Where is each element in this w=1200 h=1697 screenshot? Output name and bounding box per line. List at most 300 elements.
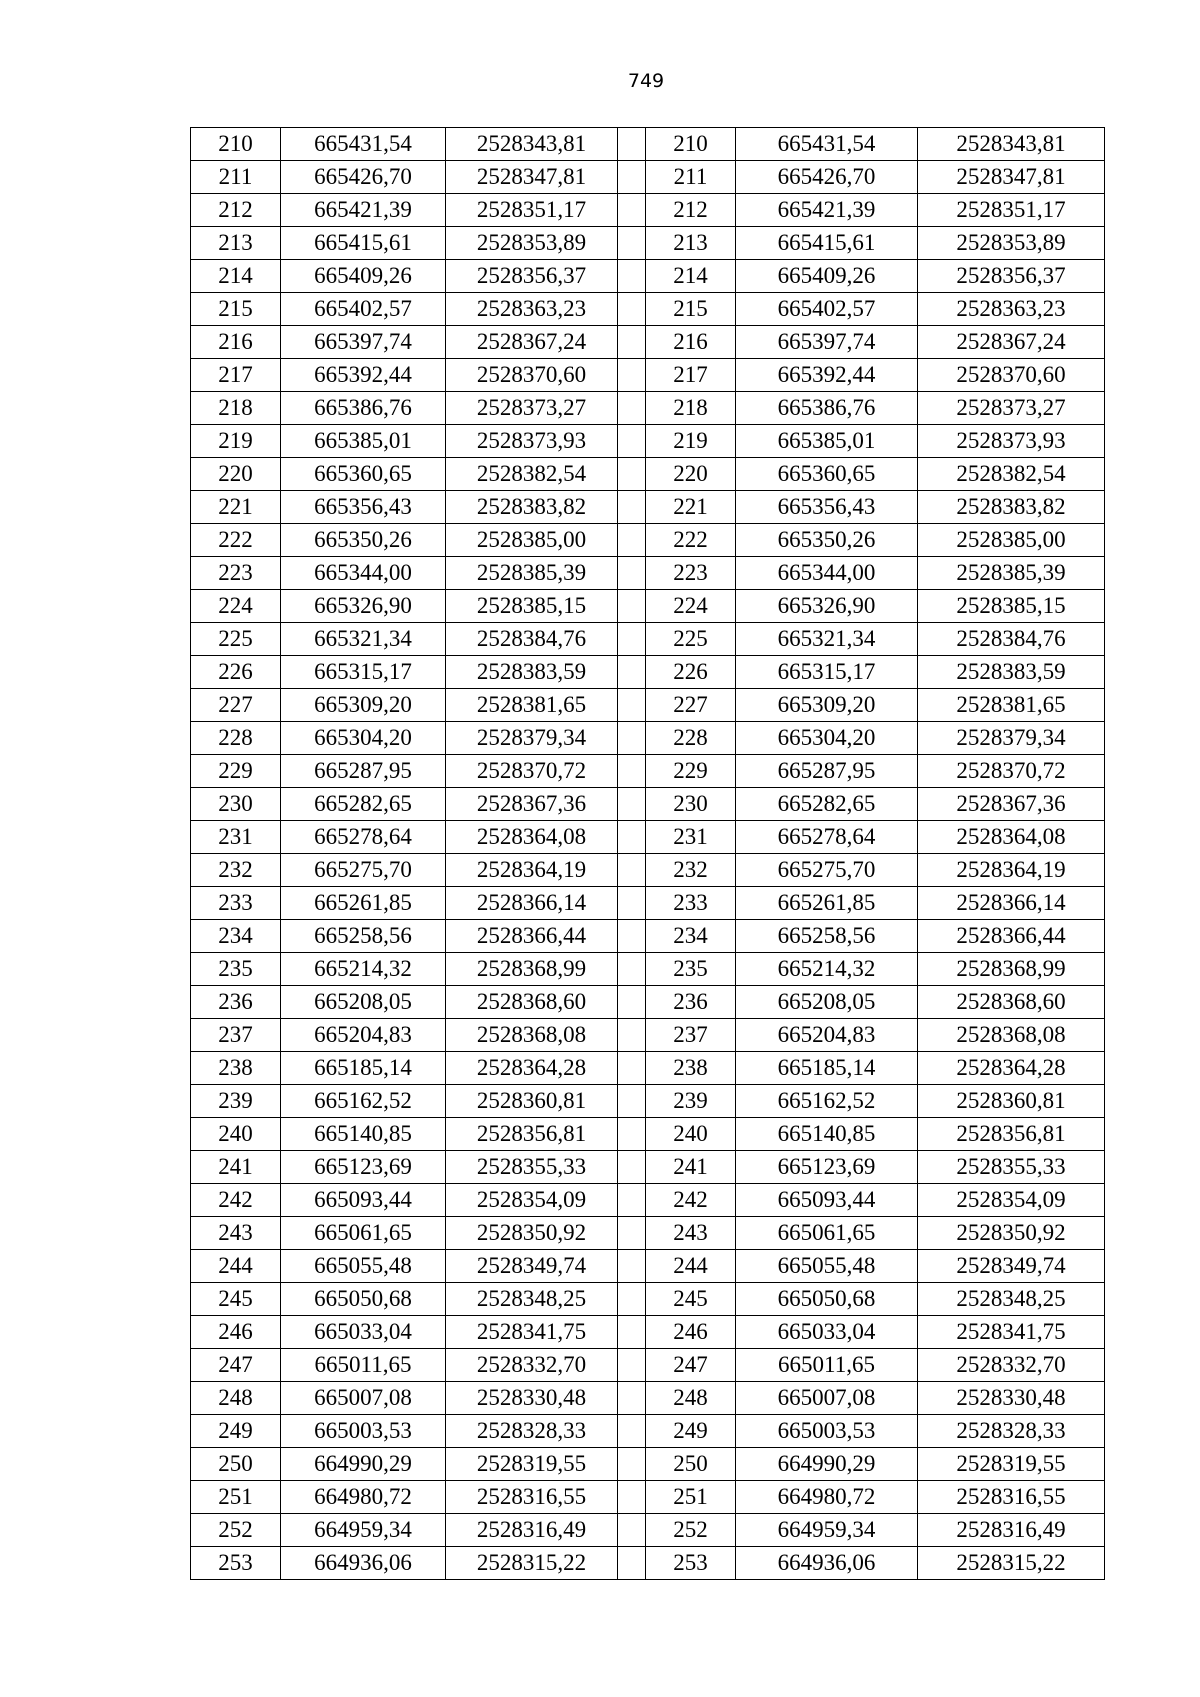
x-coordinate-left: 665261,85	[281, 887, 446, 920]
empty-separator-cell	[618, 1415, 646, 1448]
empty-separator-cell	[618, 1184, 646, 1217]
y-coordinate-left: 2528315,22	[446, 1547, 618, 1580]
x-coordinate-right: 665287,95	[736, 755, 918, 788]
x-coordinate-right: 664959,34	[736, 1514, 918, 1547]
x-coordinate-right: 665326,90	[736, 590, 918, 623]
x-coordinate-right: 665360,65	[736, 458, 918, 491]
x-coordinate-left: 665140,85	[281, 1118, 446, 1151]
point-number-right: 236	[646, 986, 736, 1019]
empty-separator-cell	[618, 1514, 646, 1547]
point-number-left: 233	[191, 887, 281, 920]
point-number-right: 233	[646, 887, 736, 920]
y-coordinate-left: 2528385,15	[446, 590, 618, 623]
y-coordinate-right: 2528319,55	[918, 1448, 1105, 1481]
empty-separator-cell	[618, 227, 646, 260]
x-coordinate-left: 665214,32	[281, 953, 446, 986]
y-coordinate-left: 2528351,17	[446, 194, 618, 227]
y-coordinate-left: 2528364,19	[446, 854, 618, 887]
x-coordinate-left: 665402,57	[281, 293, 446, 326]
table-row	[191, 260, 1105, 293]
point-number-left: 234	[191, 920, 281, 953]
point-number-left: 237	[191, 1019, 281, 1052]
point-number-left: 251	[191, 1481, 281, 1514]
point-number-right: 239	[646, 1085, 736, 1118]
y-coordinate-right: 2528353,89	[918, 227, 1105, 260]
point-number-left: 248	[191, 1382, 281, 1415]
y-coordinate-left: 2528381,65	[446, 689, 618, 722]
y-coordinate-right: 2528341,75	[918, 1316, 1105, 1349]
x-coordinate-left: 664936,06	[281, 1547, 446, 1580]
point-number-right: 250	[646, 1448, 736, 1481]
y-coordinate-left: 2528383,59	[446, 656, 618, 689]
point-number-right: 246	[646, 1316, 736, 1349]
y-coordinate-left: 2528348,25	[446, 1283, 618, 1316]
table-row	[191, 854, 1105, 887]
x-coordinate-left: 665360,65	[281, 458, 446, 491]
y-coordinate-right: 2528315,22	[918, 1547, 1105, 1580]
empty-separator-cell	[618, 326, 646, 359]
empty-separator-cell	[618, 590, 646, 623]
point-number-left: 222	[191, 524, 281, 557]
point-number-left: 235	[191, 953, 281, 986]
x-coordinate-right: 665426,70	[736, 161, 918, 194]
empty-separator-cell	[618, 557, 646, 590]
point-number-right: 251	[646, 1481, 736, 1514]
x-coordinate-left: 665123,69	[281, 1151, 446, 1184]
x-coordinate-left: 665258,56	[281, 920, 446, 953]
point-number-right: 253	[646, 1547, 736, 1580]
x-coordinate-left: 665287,95	[281, 755, 446, 788]
point-number-left: 242	[191, 1184, 281, 1217]
point-number-right: 210	[646, 128, 736, 161]
y-coordinate-right: 2528370,72	[918, 755, 1105, 788]
point-number-left: 225	[191, 623, 281, 656]
table-row	[191, 1382, 1105, 1415]
table-row	[191, 227, 1105, 260]
empty-separator-cell	[618, 194, 646, 227]
empty-separator-cell	[618, 1547, 646, 1580]
y-coordinate-right: 2528381,65	[918, 689, 1105, 722]
table-row	[191, 1184, 1105, 1217]
x-coordinate-right: 665350,26	[736, 524, 918, 557]
point-number-right: 229	[646, 755, 736, 788]
point-number-right: 231	[646, 821, 736, 854]
point-number-left: 218	[191, 392, 281, 425]
point-number-left: 232	[191, 854, 281, 887]
x-coordinate-left: 665326,90	[281, 590, 446, 623]
point-number-right: 222	[646, 524, 736, 557]
y-coordinate-right: 2528368,60	[918, 986, 1105, 1019]
point-number-left: 252	[191, 1514, 281, 1547]
y-coordinate-left: 2528363,23	[446, 293, 618, 326]
x-coordinate-right: 665214,32	[736, 953, 918, 986]
x-coordinate-right: 665421,39	[736, 194, 918, 227]
y-coordinate-left: 2528354,09	[446, 1184, 618, 1217]
table-row	[191, 1448, 1105, 1481]
x-coordinate-left: 665426,70	[281, 161, 446, 194]
y-coordinate-right: 2528330,48	[918, 1382, 1105, 1415]
empty-separator-cell	[618, 1283, 646, 1316]
y-coordinate-left: 2528383,82	[446, 491, 618, 524]
point-number-right: 232	[646, 854, 736, 887]
x-coordinate-left: 665415,61	[281, 227, 446, 260]
point-number-right: 234	[646, 920, 736, 953]
y-coordinate-right: 2528355,33	[918, 1151, 1105, 1184]
empty-separator-cell	[618, 1481, 646, 1514]
x-coordinate-right: 665275,70	[736, 854, 918, 887]
y-coordinate-right: 2528373,93	[918, 425, 1105, 458]
y-coordinate-left: 2528355,33	[446, 1151, 618, 1184]
x-coordinate-right: 665033,04	[736, 1316, 918, 1349]
y-coordinate-right: 2528364,28	[918, 1052, 1105, 1085]
table-row	[191, 722, 1105, 755]
y-coordinate-left: 2528385,39	[446, 557, 618, 590]
empty-separator-cell	[618, 1316, 646, 1349]
x-coordinate-right: 665011,65	[736, 1349, 918, 1382]
point-number-left: 224	[191, 590, 281, 623]
table-row	[191, 788, 1105, 821]
table-row	[191, 1118, 1105, 1151]
x-coordinate-right: 665392,44	[736, 359, 918, 392]
y-coordinate-right: 2528382,54	[918, 458, 1105, 491]
x-coordinate-right: 664936,06	[736, 1547, 918, 1580]
x-coordinate-left: 665321,34	[281, 623, 446, 656]
point-number-left: 238	[191, 1052, 281, 1085]
empty-separator-cell	[618, 623, 646, 656]
y-coordinate-left: 2528330,48	[446, 1382, 618, 1415]
x-coordinate-left: 665392,44	[281, 359, 446, 392]
table-row	[191, 623, 1105, 656]
x-coordinate-left: 665162,52	[281, 1085, 446, 1118]
y-coordinate-right: 2528368,08	[918, 1019, 1105, 1052]
x-coordinate-left: 665204,83	[281, 1019, 446, 1052]
y-coordinate-right: 2528384,76	[918, 623, 1105, 656]
x-coordinate-left: 665431,54	[281, 128, 446, 161]
x-coordinate-right: 665409,26	[736, 260, 918, 293]
x-coordinate-left: 664990,29	[281, 1448, 446, 1481]
x-coordinate-left: 665409,26	[281, 260, 446, 293]
x-coordinate-right: 665282,65	[736, 788, 918, 821]
y-coordinate-left: 2528356,81	[446, 1118, 618, 1151]
empty-separator-cell	[618, 359, 646, 392]
table-row	[191, 920, 1105, 953]
y-coordinate-right: 2528373,27	[918, 392, 1105, 425]
y-coordinate-right: 2528350,92	[918, 1217, 1105, 1250]
y-coordinate-right: 2528385,39	[918, 557, 1105, 590]
empty-separator-cell	[618, 722, 646, 755]
point-number-right: 218	[646, 392, 736, 425]
x-coordinate-right: 665055,48	[736, 1250, 918, 1283]
y-coordinate-right: 2528332,70	[918, 1349, 1105, 1382]
table-row	[191, 161, 1105, 194]
empty-separator-cell	[618, 1448, 646, 1481]
empty-separator-cell	[618, 821, 646, 854]
y-coordinate-right: 2528356,81	[918, 1118, 1105, 1151]
point-number-right: 216	[646, 326, 736, 359]
table-row	[191, 1283, 1105, 1316]
x-coordinate-left: 665278,64	[281, 821, 446, 854]
y-coordinate-left: 2528367,36	[446, 788, 618, 821]
x-coordinate-left: 665055,48	[281, 1250, 446, 1283]
y-coordinate-left: 2528379,34	[446, 722, 618, 755]
y-coordinate-left: 2528343,81	[446, 128, 618, 161]
point-number-right: 243	[646, 1217, 736, 1250]
point-number-left: 239	[191, 1085, 281, 1118]
table-row	[191, 392, 1105, 425]
point-number-right: 244	[646, 1250, 736, 1283]
x-coordinate-left: 665315,17	[281, 656, 446, 689]
table-row	[191, 1217, 1105, 1250]
point-number-left: 223	[191, 557, 281, 590]
x-coordinate-right: 665123,69	[736, 1151, 918, 1184]
y-coordinate-left: 2528319,55	[446, 1448, 618, 1481]
point-number-right: 214	[646, 260, 736, 293]
point-number-right: 223	[646, 557, 736, 590]
x-coordinate-right: 665261,85	[736, 887, 918, 920]
x-coordinate-right: 665315,17	[736, 656, 918, 689]
point-number-left: 215	[191, 293, 281, 326]
y-coordinate-left: 2528332,70	[446, 1349, 618, 1382]
point-number-right: 241	[646, 1151, 736, 1184]
x-coordinate-right: 665385,01	[736, 425, 918, 458]
point-number-left: 212	[191, 194, 281, 227]
y-coordinate-left: 2528382,54	[446, 458, 618, 491]
point-number-right: 228	[646, 722, 736, 755]
empty-separator-cell	[618, 788, 646, 821]
table-row	[191, 1151, 1105, 1184]
y-coordinate-left: 2528356,37	[446, 260, 618, 293]
point-number-left: 253	[191, 1547, 281, 1580]
x-coordinate-left: 665185,14	[281, 1052, 446, 1085]
point-number-right: 240	[646, 1118, 736, 1151]
empty-separator-cell	[618, 953, 646, 986]
x-coordinate-left: 665344,00	[281, 557, 446, 590]
empty-separator-cell	[618, 425, 646, 458]
point-number-right: 249	[646, 1415, 736, 1448]
point-number-left: 216	[191, 326, 281, 359]
table-row	[191, 1316, 1105, 1349]
point-number-right: 242	[646, 1184, 736, 1217]
x-coordinate-right: 665185,14	[736, 1052, 918, 1085]
x-coordinate-left: 665386,76	[281, 392, 446, 425]
point-number-right: 252	[646, 1514, 736, 1547]
table-row	[191, 557, 1105, 590]
y-coordinate-right: 2528354,09	[918, 1184, 1105, 1217]
x-coordinate-left: 665208,05	[281, 986, 446, 1019]
x-coordinate-right: 665386,76	[736, 392, 918, 425]
point-number-left: 247	[191, 1349, 281, 1382]
y-coordinate-left: 2528370,60	[446, 359, 618, 392]
point-number-left: 246	[191, 1316, 281, 1349]
y-coordinate-right: 2528343,81	[918, 128, 1105, 161]
y-coordinate-right: 2528366,14	[918, 887, 1105, 920]
empty-separator-cell	[618, 392, 646, 425]
table-row	[191, 821, 1105, 854]
table-row	[191, 359, 1105, 392]
x-coordinate-left: 665007,08	[281, 1382, 446, 1415]
x-coordinate-left: 665350,26	[281, 524, 446, 557]
table-row	[191, 1415, 1105, 1448]
point-number-left: 221	[191, 491, 281, 524]
x-coordinate-left: 665309,20	[281, 689, 446, 722]
empty-separator-cell	[618, 524, 646, 557]
empty-separator-cell	[618, 1085, 646, 1118]
point-number-left: 211	[191, 161, 281, 194]
empty-separator-cell	[618, 128, 646, 161]
y-coordinate-right: 2528385,00	[918, 524, 1105, 557]
y-coordinate-right: 2528347,81	[918, 161, 1105, 194]
point-number-left: 231	[191, 821, 281, 854]
x-coordinate-left: 665033,04	[281, 1316, 446, 1349]
y-coordinate-right: 2528316,55	[918, 1481, 1105, 1514]
table-row	[191, 656, 1105, 689]
y-coordinate-right: 2528360,81	[918, 1085, 1105, 1118]
y-coordinate-left: 2528384,76	[446, 623, 618, 656]
x-coordinate-right: 665356,43	[736, 491, 918, 524]
y-coordinate-left: 2528364,28	[446, 1052, 618, 1085]
y-coordinate-left: 2528350,92	[446, 1217, 618, 1250]
x-coordinate-left: 664959,34	[281, 1514, 446, 1547]
empty-separator-cell	[618, 1052, 646, 1085]
point-number-right: 225	[646, 623, 736, 656]
y-coordinate-right: 2528316,49	[918, 1514, 1105, 1547]
x-coordinate-right: 665061,65	[736, 1217, 918, 1250]
y-coordinate-left: 2528316,49	[446, 1514, 618, 1547]
x-coordinate-right: 665397,74	[736, 326, 918, 359]
point-number-right: 213	[646, 227, 736, 260]
y-coordinate-right: 2528363,23	[918, 293, 1105, 326]
y-coordinate-right: 2528349,74	[918, 1250, 1105, 1283]
x-coordinate-right: 665162,52	[736, 1085, 918, 1118]
empty-separator-cell	[618, 656, 646, 689]
point-number-left: 220	[191, 458, 281, 491]
y-coordinate-left: 2528316,55	[446, 1481, 618, 1514]
y-coordinate-right: 2528351,17	[918, 194, 1105, 227]
point-number-right: 221	[646, 491, 736, 524]
table-row	[191, 689, 1105, 722]
x-coordinate-left: 665304,20	[281, 722, 446, 755]
coordinates-table	[190, 127, 1105, 1580]
empty-separator-cell	[618, 260, 646, 293]
point-number-right: 217	[646, 359, 736, 392]
point-number-right: 224	[646, 590, 736, 623]
point-number-right: 227	[646, 689, 736, 722]
y-coordinate-right: 2528367,36	[918, 788, 1105, 821]
y-coordinate-left: 2528353,89	[446, 227, 618, 260]
y-coordinate-right: 2528366,44	[918, 920, 1105, 953]
y-coordinate-left: 2528368,08	[446, 1019, 618, 1052]
point-number-left: 227	[191, 689, 281, 722]
x-coordinate-right: 665321,34	[736, 623, 918, 656]
x-coordinate-left: 665050,68	[281, 1283, 446, 1316]
table-row	[191, 986, 1105, 1019]
y-coordinate-right: 2528383,82	[918, 491, 1105, 524]
table-row	[191, 425, 1105, 458]
table-row	[191, 1052, 1105, 1085]
x-coordinate-right: 665278,64	[736, 821, 918, 854]
point-number-left: 229	[191, 755, 281, 788]
point-number-left: 230	[191, 788, 281, 821]
table-row	[191, 1514, 1105, 1547]
y-coordinate-left: 2528349,74	[446, 1250, 618, 1283]
x-coordinate-right: 665208,05	[736, 986, 918, 1019]
x-coordinate-left: 665093,44	[281, 1184, 446, 1217]
y-coordinate-left: 2528373,93	[446, 425, 618, 458]
table-row	[191, 755, 1105, 788]
y-coordinate-left: 2528370,72	[446, 755, 618, 788]
x-coordinate-left: 665421,39	[281, 194, 446, 227]
point-number-left: 250	[191, 1448, 281, 1481]
y-coordinate-left: 2528385,00	[446, 524, 618, 557]
x-coordinate-right: 665258,56	[736, 920, 918, 953]
x-coordinate-left: 665397,74	[281, 326, 446, 359]
point-number-right: 219	[646, 425, 736, 458]
x-coordinate-left: 665011,65	[281, 1349, 446, 1382]
point-number-left: 243	[191, 1217, 281, 1250]
point-number-left: 213	[191, 227, 281, 260]
point-number-left: 210	[191, 128, 281, 161]
x-coordinate-left: 665356,43	[281, 491, 446, 524]
point-number-left: 245	[191, 1283, 281, 1316]
table-row	[191, 590, 1105, 623]
y-coordinate-right: 2528364,08	[918, 821, 1105, 854]
page-number: 749	[627, 70, 665, 92]
point-number-left: 228	[191, 722, 281, 755]
empty-separator-cell	[618, 293, 646, 326]
point-number-right: 212	[646, 194, 736, 227]
point-number-right: 226	[646, 656, 736, 689]
x-coordinate-left: 665385,01	[281, 425, 446, 458]
y-coordinate-left: 2528347,81	[446, 161, 618, 194]
point-number-right: 220	[646, 458, 736, 491]
table-row	[191, 1085, 1105, 1118]
point-number-right: 230	[646, 788, 736, 821]
y-coordinate-left: 2528341,75	[446, 1316, 618, 1349]
table-row	[191, 524, 1105, 557]
empty-separator-cell	[618, 1151, 646, 1184]
y-coordinate-right: 2528368,99	[918, 953, 1105, 986]
point-number-left: 249	[191, 1415, 281, 1448]
table-row	[191, 1547, 1105, 1580]
x-coordinate-right: 665007,08	[736, 1382, 918, 1415]
y-coordinate-left: 2528360,81	[446, 1085, 618, 1118]
point-number-left: 244	[191, 1250, 281, 1283]
x-coordinate-left: 664980,72	[281, 1481, 446, 1514]
x-coordinate-right: 664980,72	[736, 1481, 918, 1514]
y-coordinate-right: 2528379,34	[918, 722, 1105, 755]
x-coordinate-left: 665282,65	[281, 788, 446, 821]
x-coordinate-right: 664990,29	[736, 1448, 918, 1481]
y-coordinate-left: 2528368,60	[446, 986, 618, 1019]
point-number-right: 245	[646, 1283, 736, 1316]
point-number-left: 226	[191, 656, 281, 689]
empty-separator-cell	[618, 1118, 646, 1151]
empty-separator-cell	[618, 161, 646, 194]
x-coordinate-right: 665415,61	[736, 227, 918, 260]
x-coordinate-right: 665050,68	[736, 1283, 918, 1316]
table-row	[191, 953, 1105, 986]
y-coordinate-left: 2528328,33	[446, 1415, 618, 1448]
x-coordinate-right: 665204,83	[736, 1019, 918, 1052]
y-coordinate-right: 2528370,60	[918, 359, 1105, 392]
point-number-right: 237	[646, 1019, 736, 1052]
x-coordinate-right: 665431,54	[736, 128, 918, 161]
x-coordinate-right: 665093,44	[736, 1184, 918, 1217]
table-row	[191, 458, 1105, 491]
y-coordinate-right: 2528383,59	[918, 656, 1105, 689]
table-row	[191, 887, 1105, 920]
empty-separator-cell	[618, 854, 646, 887]
